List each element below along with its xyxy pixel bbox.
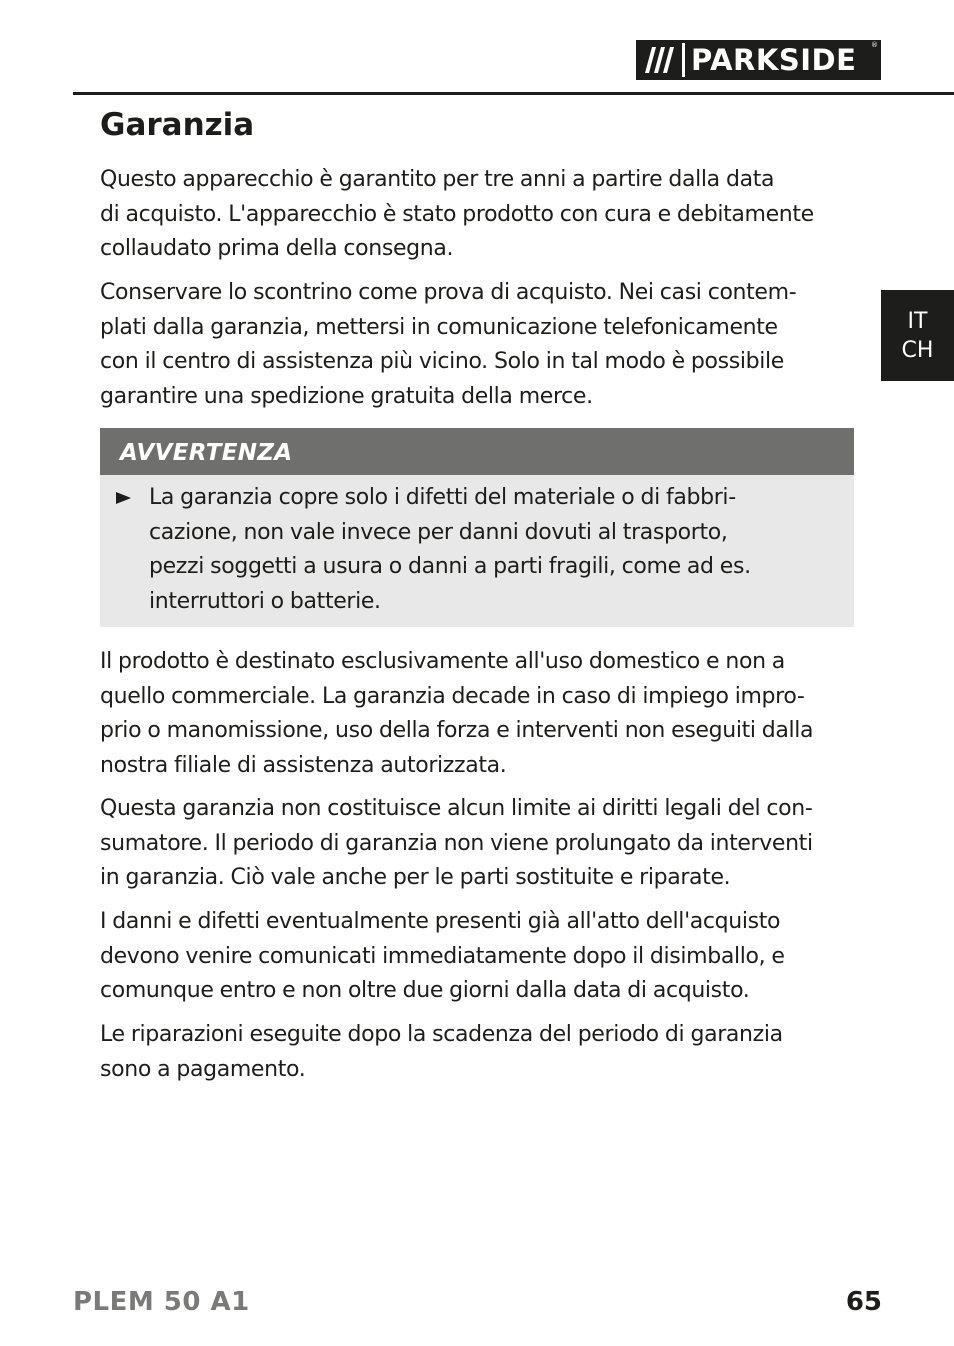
text-line: Le riparazioni eseguite dopo la scadenza del periodo di garanzia <box>100 1022 783 1047</box>
text-line: collaudato prima della consegna. <box>100 236 454 261</box>
text-line: plati dalla garanzia, mettersi in comunicazione telefonicamente <box>100 314 778 340</box>
brand-name: PARKSIDE <box>691 43 857 77</box>
notice-line: pezzi soggetti a usura o danni a parti fragili, come ad es. <box>149 554 751 579</box>
paragraph-receipt <box>100 276 860 414</box>
slashes-icon <box>636 40 682 80</box>
paragraph-legal-rights <box>100 792 860 896</box>
text-line: comunque entro e non oltre due giorni dalla data di acquisto. <box>100 978 750 1003</box>
text-line: devono venire comunicati immediatamente dopo il disimballo, e <box>100 943 785 969</box>
text-line: in garanzia. Ciò vale anche per le parti sostituite e riparate. <box>100 865 731 890</box>
text-line: sono a pagamento. <box>100 1056 306 1082</box>
triangle-right-icon <box>116 492 131 504</box>
text-line: con il centro di assistenza più vicino. Solo in tal modo è possibile <box>100 349 784 374</box>
paragraph-domestic-use <box>100 645 860 783</box>
language-tab <box>881 290 954 381</box>
text-line: nostra filiale di assistenza autorizzata. <box>100 752 507 778</box>
page-title: Garanzia <box>100 107 255 143</box>
notice-box <box>100 428 854 627</box>
text-line: sumatore. Il periodo di garanzia non viene prolungato da interventi <box>100 830 813 856</box>
text-line: quello commerciale. La garanzia decade in caso di impiego impro- <box>100 683 805 709</box>
text-line: Il prodotto è destinato esclusivamente all'uso domestico e non a <box>100 649 785 674</box>
paragraph-paid-repairs <box>100 1018 860 1087</box>
header-rule <box>73 92 954 95</box>
registered-mark: ® <box>871 41 878 49</box>
paragraph-warranty-period <box>100 163 860 267</box>
text-line: garantire una spedizione gratuita della merce. <box>100 383 593 409</box>
parkside-logo <box>636 40 881 80</box>
notice-heading: AVVERTENZA <box>100 428 854 475</box>
text-line: prio o manomissione, uso della forza e interventi non eseguiti dalla <box>100 718 814 743</box>
text-line: Questa garanzia non costituisce alcun limite ai diritti legali del con- <box>100 796 813 821</box>
language-tab-line-1: IT <box>907 308 928 334</box>
text-line: I danni e difetti eventualmente presenti già all'atto dell'acquisto <box>100 909 781 934</box>
text-line: Conservare lo scontrino come prova di acquisto. Nei casi contem- <box>100 280 797 305</box>
paragraph-defects <box>100 905 860 1009</box>
footer-model: PLEM 50 A1 <box>73 1287 250 1317</box>
notice-body <box>100 475 854 619</box>
text-line: di acquisto. L'apparecchio è stato prodotto con cura e debitamente <box>100 201 814 227</box>
page-number: 65 <box>845 1287 882 1317</box>
notice-line: cazione, non vale invece per danni dovuti al trasporto, <box>149 519 728 545</box>
text-line: Questo apparecchio è garantito per tre anni a partire dalla data <box>100 167 775 192</box>
notice-line: interruttori o batterie. <box>149 588 381 614</box>
notice-line: La garanzia copre solo i difetti del materiale o di fabbri- <box>149 485 736 510</box>
language-tab-line-2: CH <box>901 337 934 363</box>
